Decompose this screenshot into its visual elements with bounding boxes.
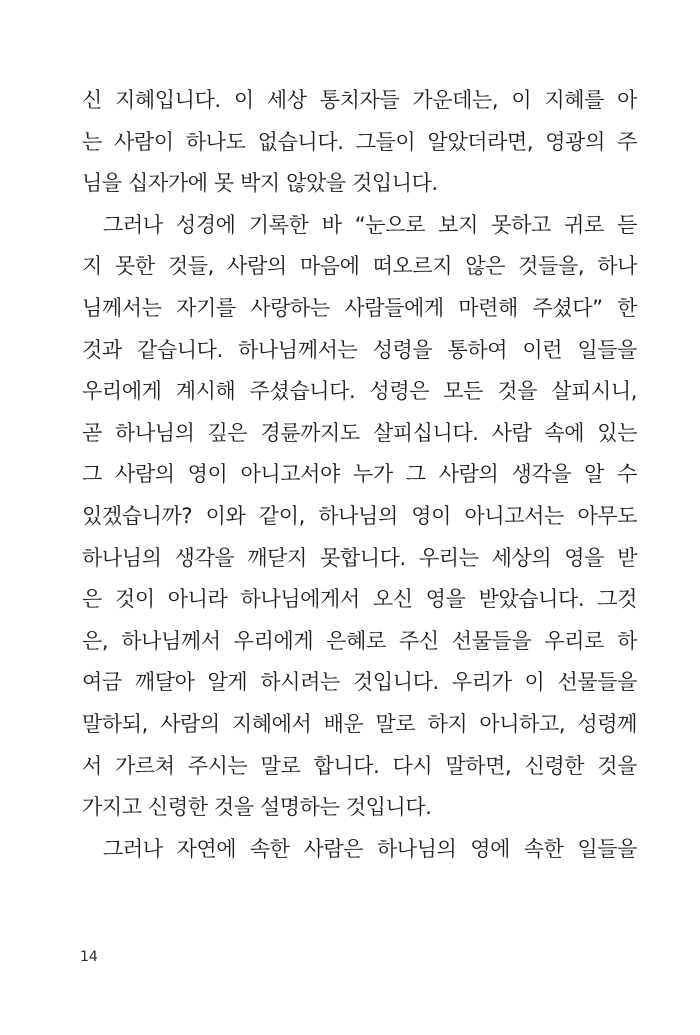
text-line: 여금 깨달아 알게 하시려는 것입니다. 우리가 이 선물들을 bbox=[82, 670, 637, 695]
text-line: 지 못한 것들, 사람의 마음에 떠오르지 않은 것들을, 하나 bbox=[82, 254, 637, 279]
text-line: 그 사람의 영이 아니고서야 누가 그 사람의 생각을 알 수 bbox=[82, 462, 637, 487]
text-line: 우리에게 계시해 주셨습니다. 성령은 모든 것을 살피시니, bbox=[82, 379, 637, 404]
text-line: 것과 같습니다. 하나님께서는 성령을 통하여 이런 일들을 bbox=[82, 337, 637, 362]
text-line: 서 가르쳐 주시는 말로 합니다. 다시 말하면, 신령한 것을 bbox=[82, 753, 637, 778]
text-line: 는 사람이 하나도 없습니다. 그들이 알았더라면, 영광의 주 bbox=[82, 129, 637, 154]
text-line: 신 지혜입니다. 이 세상 통치자들 가운데는, 이 지혜를 아 bbox=[82, 88, 637, 112]
text-line: 있겠습니까? 이와 같이, 하나님의 영이 아니고서는 아무도 bbox=[82, 503, 637, 528]
text-line: 은, 하나님께서 우리에게 은혜로 주신 선물들을 우리로 하 bbox=[82, 628, 637, 653]
page-number: 14 bbox=[80, 949, 98, 965]
text-line: 가지고 신령한 것을 설명하는 것입니다. bbox=[82, 795, 432, 820]
text-line: 하나님의 생각을 깨닫지 못합니다. 우리는 세상의 영을 받 bbox=[82, 545, 637, 570]
text-line: 곧 하나님의 깊은 경륜까지도 살피십니다. 사람 속에 있는 bbox=[82, 420, 637, 445]
text-line: 님을 십자가에 못 박지 않았을 것입니다. bbox=[82, 171, 438, 196]
text-line: 그러나 자연에 속한 사람은 하나님의 영에 속한 일들을 bbox=[103, 836, 637, 861]
text-line: 은 것이 아니라 하나님에게서 오신 영을 받았습니다. 그것 bbox=[82, 587, 637, 612]
text-line: 말하되, 사람의 지혜에서 배운 말로 하지 아니하고, 성령께 bbox=[82, 711, 637, 736]
text-line: 그러나 성경에 기록한 바 “눈으로 보지 못하고 귀로 듣 bbox=[103, 212, 637, 237]
body-text bbox=[82, 80, 637, 870]
text-line: 님께서는 자기를 사랑하는 사람들에게 마련해 주셨다” 한 bbox=[82, 295, 637, 320]
